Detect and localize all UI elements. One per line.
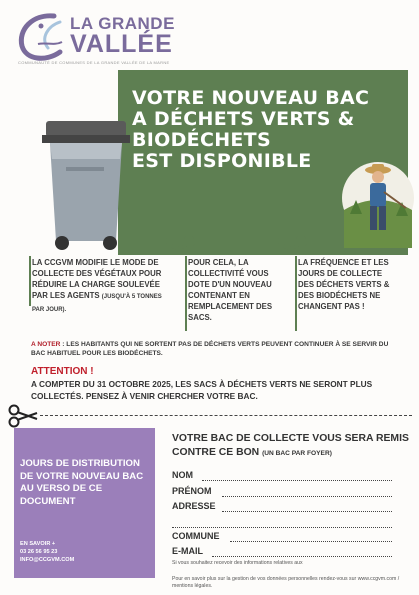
note-paragraph xyxy=(31,340,401,358)
cut-line xyxy=(40,415,412,416)
coupon-title-small: (UN BAC PAR FOYER) xyxy=(262,450,332,457)
fine-print-1: Si vous souhaitez recevoir des informations relatives aux xyxy=(172,560,303,566)
name-field[interactable] xyxy=(172,470,392,482)
email-field[interactable] xyxy=(172,546,392,558)
column-divider xyxy=(185,256,187,331)
address-field-line xyxy=(222,511,392,512)
banner-title-line: BIODÉCHETS xyxy=(132,129,271,151)
address-field-extra-line xyxy=(172,527,392,528)
banner-title-line: EST DISPONIBLE xyxy=(132,150,312,172)
info-column-1-small: (JUSQU'À 5 TONNES PAR JOUR). xyxy=(32,294,162,313)
logo-tagline: COMMUNAUTÉ DE COMMUNES DE LA GRANDE VALLÉE DE LA MARNE xyxy=(18,60,170,65)
gardener-illustration-icon xyxy=(340,150,416,248)
address-field[interactable] xyxy=(172,501,392,513)
name-field-line xyxy=(202,480,392,481)
address-field-label: ADRESSE xyxy=(172,501,216,511)
contact-info-label: EN SAVOIR + xyxy=(20,541,56,547)
attention-text: A COMPTER DU 31 OCTOBRE 2025, LES SACS À DÉCHETS VERTS NE SERONT PLUS COLLECTÉS. PENSEZ À VENIR CHERCHER VOTRE BAC. xyxy=(31,379,373,401)
firstname-field-line xyxy=(222,496,392,497)
column-divider xyxy=(29,256,31,306)
name-field-label: NOM xyxy=(172,470,193,480)
info-column-3: LA FRÉQUENCE ET LES JOURS DE COLLECTE DES DÉCHETS VERTS & DES BIODÉCHETS NE CHANGENT PAS ! xyxy=(298,258,390,311)
distribution-info-title: JOURS DE DISTRIBUTION DE VOTRE NOUVEAU BAC AU VERSO DE CE DOCUMENT xyxy=(20,458,144,507)
address-field-line2[interactable] xyxy=(172,517,392,529)
coupon-title xyxy=(172,432,412,461)
curved-arrow-icon xyxy=(158,228,198,258)
contact-phone: 03 26 56 95 23 xyxy=(20,549,58,555)
scissors-icon xyxy=(8,404,38,428)
info-column-1 xyxy=(32,257,172,316)
logo-text-line2: VALLÉE xyxy=(70,30,173,58)
firstname-field[interactable] xyxy=(172,486,392,498)
town-field[interactable] xyxy=(172,531,392,543)
contact-info xyxy=(20,540,150,564)
note-label: A NOTER xyxy=(31,341,61,348)
email-field-label: E-MAIL xyxy=(172,546,203,556)
contact-email: INFO@CCGVM.COM xyxy=(20,557,75,563)
curved-arrow-icon xyxy=(270,228,310,258)
info-column-1-text: LA CCGVM MODIFIE LE MODE DE COLLECTE DES VÉGÉTAUX POUR RÉDUIRE LA CHARGE SOULEVÉE PAR LES AGENTS xyxy=(32,258,162,300)
info-column-2: POUR CELA, LA COLLECTIVITÉ VOUS DOTE D'UN NOUVEAU CONTENANT EN REMPLACEMENT DES SACS. xyxy=(188,258,273,322)
email-field-line xyxy=(212,556,392,557)
attention-title: ATTENTION ! xyxy=(31,366,94,377)
town-field-line xyxy=(230,541,392,542)
column-divider xyxy=(295,256,297,331)
town-field-label: COMMUNE xyxy=(172,531,220,541)
firstname-field-label: PRÉNOM xyxy=(172,486,212,496)
fine-print-2: Pour en savoir plus sur la gestion de vos données personnelles rendez-vous sur www.ccgvm.com / mentions légales. xyxy=(172,576,400,589)
logo-text-line1: LA GRANDE xyxy=(70,14,175,33)
note-text: : LES HABITANTS QUI NE SORTENT PAS DE DÉCHETS VERTS PEUVENT CONTINUER À SE SERVIR DU BAC HABITUEL POUR LES BIODÉCHETS. xyxy=(31,341,389,357)
banner-title-line: A DÉCHETS VERTS & xyxy=(132,108,355,130)
banner-title-line: VOTRE NOUVEAU BAC xyxy=(132,87,370,109)
waste-bin-icon xyxy=(40,113,130,253)
coupon-title-text: VOTRE BAC DE COLLECTE VOUS SERA REMIS CONTRE CE BON xyxy=(172,433,409,458)
